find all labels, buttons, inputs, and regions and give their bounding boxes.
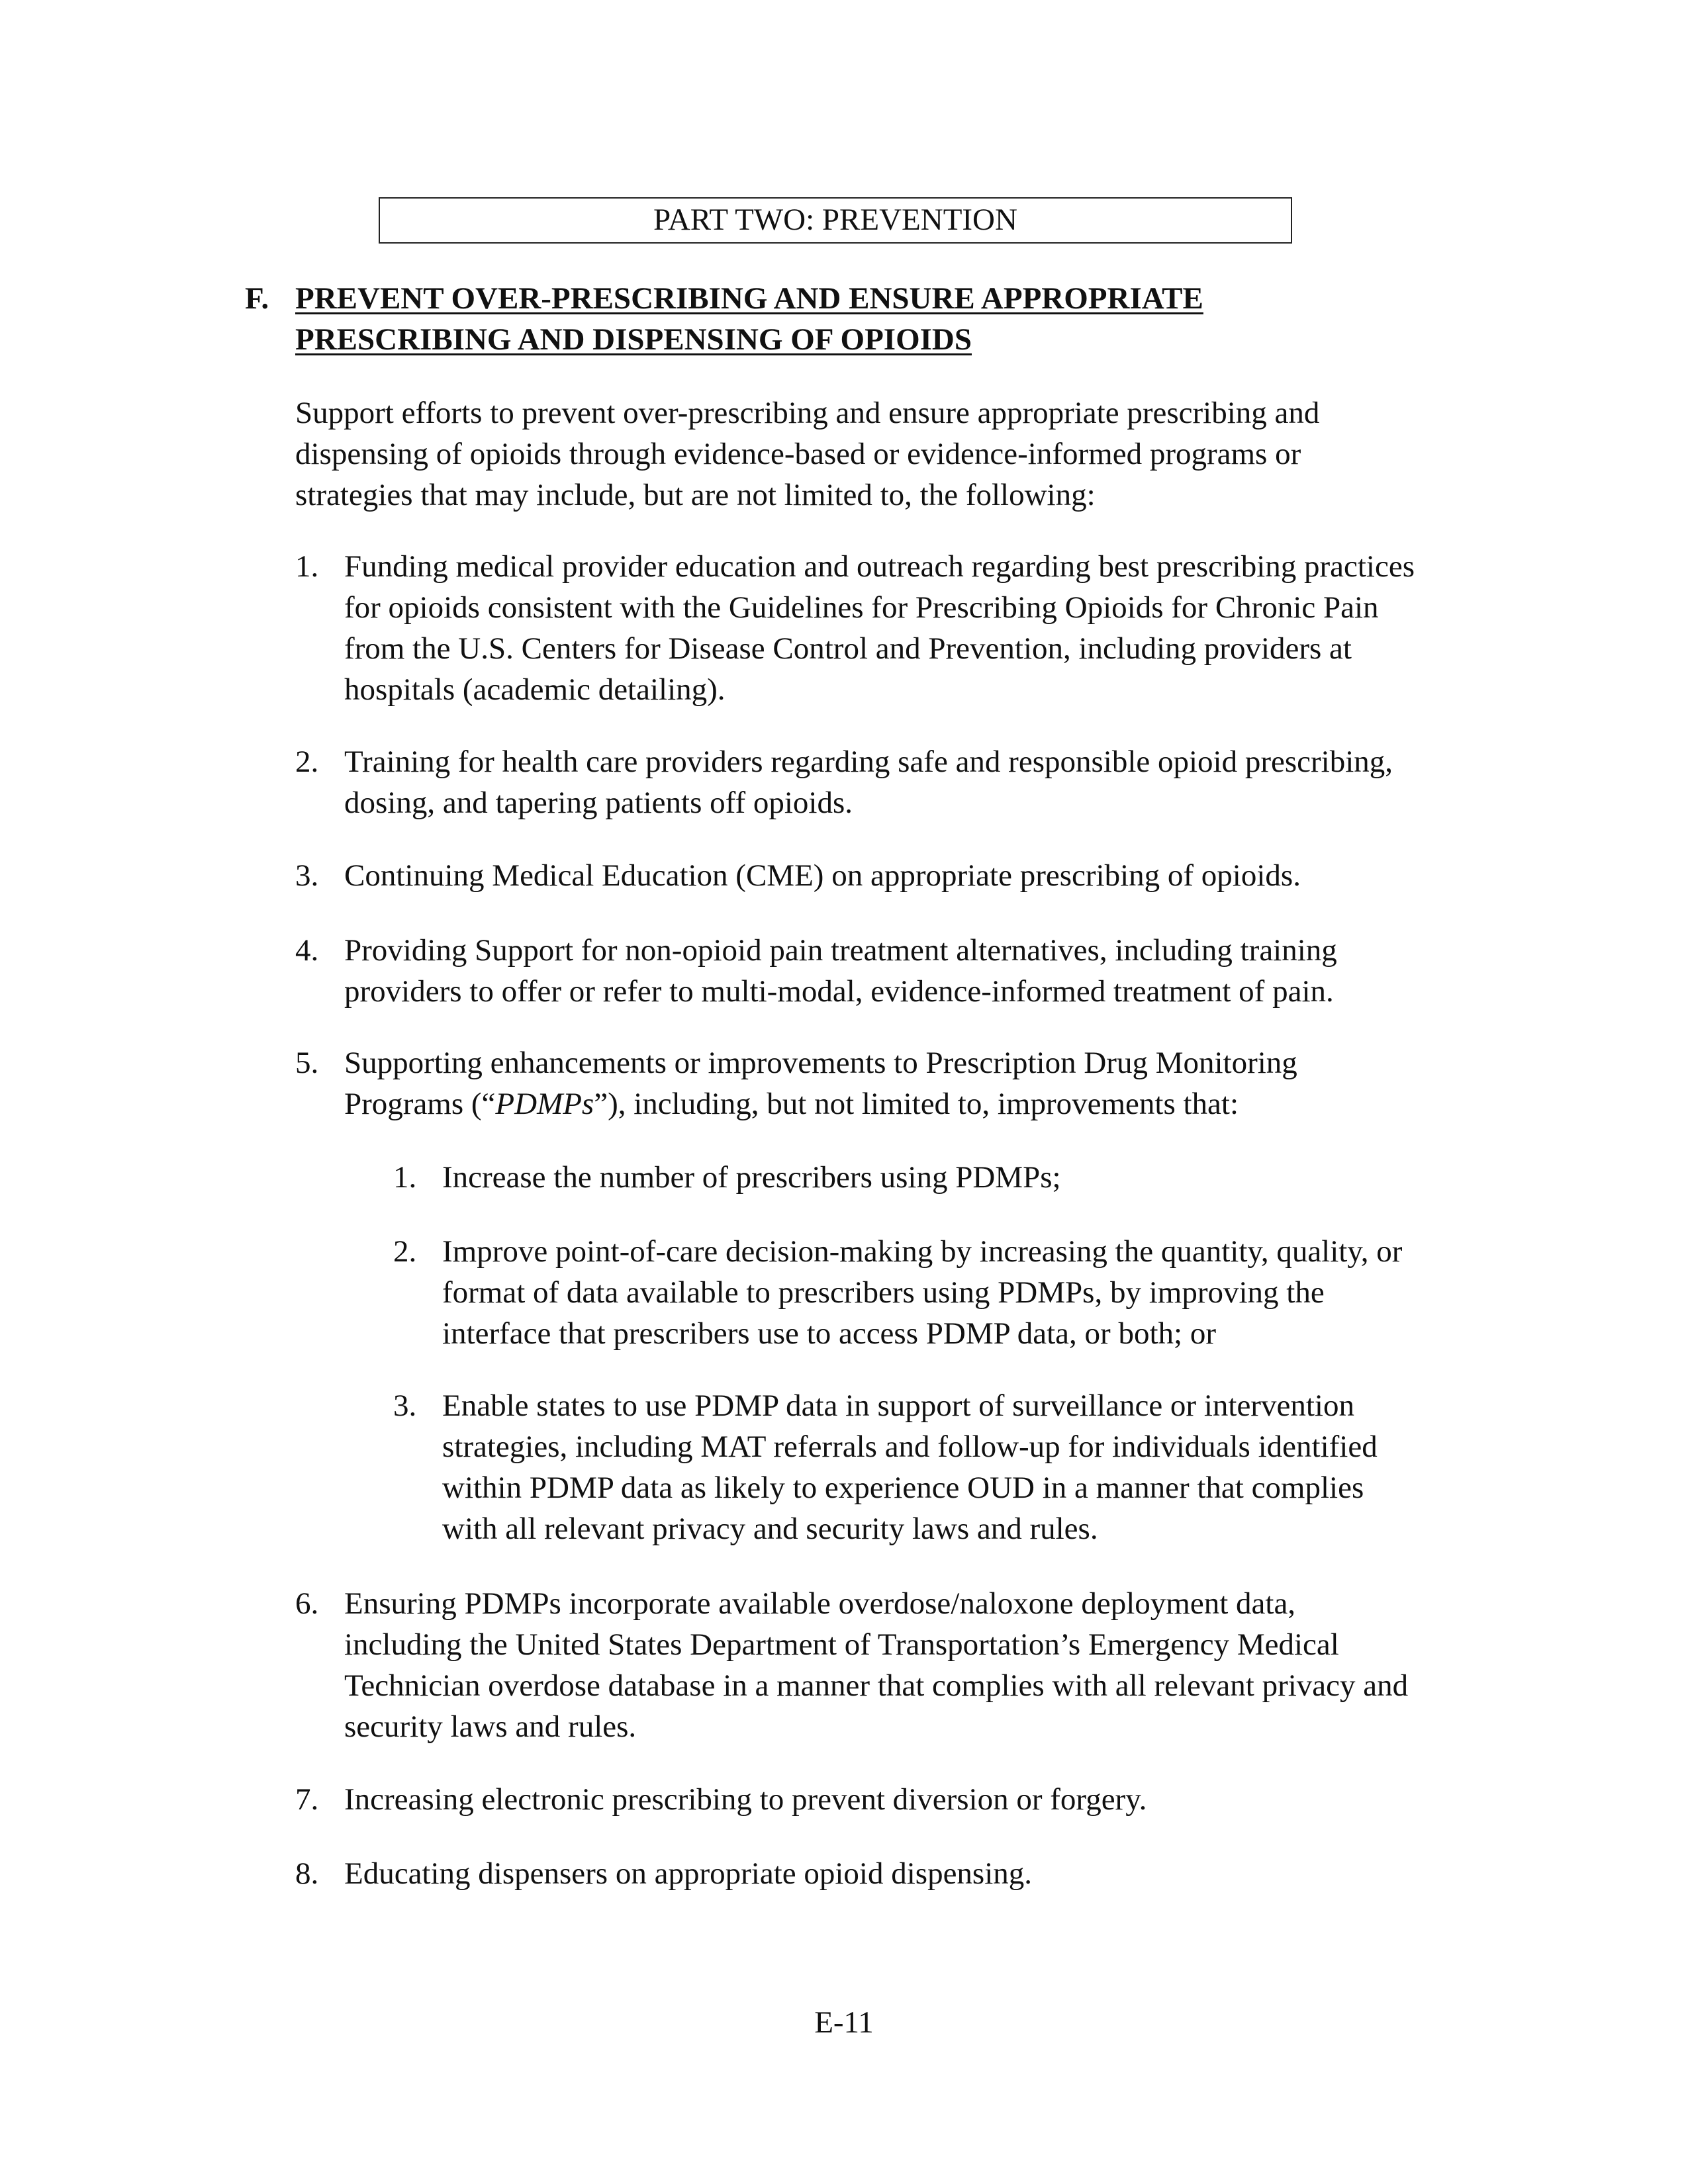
list-item-number: 3. xyxy=(295,858,319,893)
section-heading xyxy=(295,278,1354,360)
sub-list-item-line: strategies, including MAT referrals and follow-up for individuals identified xyxy=(442,1430,1378,1464)
list-item-line: Continuing Medical Education (CME) on appropriate prescribing of opioids. xyxy=(344,858,1301,893)
section-heading-line: PRESCRIBING AND DISPENSING OF OPIOIDS xyxy=(295,322,972,357)
sub-list-item-line: format of data available to prescribers using PDMPs, by improving the xyxy=(442,1275,1325,1310)
sub-list-item-line: interface that prescribers use to access PDMP data, or both; or xyxy=(442,1316,1216,1351)
part-title: PART TWO: PREVENTION xyxy=(653,203,1017,237)
list-item-line: Technician overdose database in a manner that complies with all relevant privacy and xyxy=(344,1668,1409,1703)
list-item-number: 2. xyxy=(295,745,319,779)
list-item-text xyxy=(344,741,1393,823)
list-item-number: 8. xyxy=(295,1856,319,1891)
sub-list-item-line: with all relevant privacy and security laws and rules. xyxy=(442,1512,1098,1546)
sub-list-item-line: Enable states to use PDMP data in support of surveillance or intervention xyxy=(442,1388,1354,1423)
sub-list-item-number: 2. xyxy=(393,1234,417,1269)
list-item-line: from the U.S. Centers for Disease Control and Prevention, including providers at xyxy=(344,631,1352,666)
list-item-line: Training for health care providers regarding safe and responsible opioid prescribing, xyxy=(344,745,1393,779)
intro-paragraph xyxy=(295,392,1319,516)
list-item-line: dosing, and tapering patients off opioids. xyxy=(344,786,853,820)
list-item-text xyxy=(344,1042,1297,1124)
list-item-text xyxy=(344,1779,1147,1820)
list-item-text xyxy=(344,546,1415,710)
list-item-line: Funding medical provider education and outreach regarding best prescribing practices xyxy=(344,549,1415,584)
list-item-line xyxy=(344,1083,1297,1124)
list-item-line: Ensuring PDMPs incorporate available overdose/naloxone deployment data, xyxy=(344,1586,1296,1621)
list-item-number: 6. xyxy=(295,1586,319,1621)
section-heading-line: PREVENT OVER-PRESCRIBING AND ENSURE APPROPRIATE xyxy=(295,281,1203,316)
section-letter: F. xyxy=(245,281,269,316)
intro-line: dispensing of opioids through evidence-based or evidence-informed programs or xyxy=(295,437,1301,471)
list-item-text xyxy=(344,1583,1408,1747)
intro-line: strategies that may include, but are not limited to, the following: xyxy=(295,478,1096,512)
page-number: E-11 xyxy=(814,2005,874,2040)
list-item-line: Increasing electronic prescribing to prevent diversion or forgery. xyxy=(344,1782,1147,1817)
list-item-number: 7. xyxy=(295,1782,319,1817)
sub-list-item-text xyxy=(442,1231,1402,1354)
sub-list-item-line: within PDMP data as likely to experience OUD in a manner that complies xyxy=(442,1471,1364,1505)
list-item-text-suffix: ”), including, but not limited to, improvements that: xyxy=(594,1087,1239,1121)
list-item-number: 1. xyxy=(295,549,319,584)
list-item-text xyxy=(344,930,1337,1012)
sub-list-item-line: Improve point-of-care decision-making by increasing the quantity, quality, or xyxy=(442,1234,1403,1269)
list-item-number: 4. xyxy=(295,933,319,968)
list-item-line: providers to offer or refer to multi-modal, evidence-informed treatment of pain. xyxy=(344,974,1334,1009)
list-item-text xyxy=(344,1853,1032,1894)
list-item-text xyxy=(344,855,1301,896)
intro-line: Support efforts to prevent over-prescribing and ensure appropriate prescribing and xyxy=(295,396,1320,430)
list-item-line: for opioids consistent with the Guidelines for Prescribing Opioids for Chronic Pain xyxy=(344,590,1379,625)
sub-list-item-text xyxy=(442,1385,1378,1549)
list-item-line: Supporting enhancements or improvements to Prescription Drug Monitoring xyxy=(344,1046,1297,1080)
list-item-text-prefix: Programs (“ xyxy=(344,1087,496,1121)
list-item-line: hospitals (academic detailing). xyxy=(344,672,726,707)
list-item-line: security laws and rules. xyxy=(344,1709,637,1744)
sub-list-item-text xyxy=(442,1157,1061,1198)
list-item-line: including the United States Department of Transportation’s Emergency Medical xyxy=(344,1627,1339,1662)
part-title-box xyxy=(379,197,1292,244)
pdmps-abbreviation: PDMPs xyxy=(495,1087,594,1121)
list-item-line: Providing Support for non-opioid pain treatment alternatives, including training xyxy=(344,933,1337,968)
sub-list-item-number: 1. xyxy=(393,1160,417,1195)
sub-list-item-number: 3. xyxy=(393,1388,417,1423)
list-item-line: Educating dispensers on appropriate opioid dispensing. xyxy=(344,1856,1033,1891)
list-item-number: 5. xyxy=(295,1046,319,1080)
sub-list-item-line: Increase the number of prescribers using PDMPs; xyxy=(442,1160,1061,1195)
